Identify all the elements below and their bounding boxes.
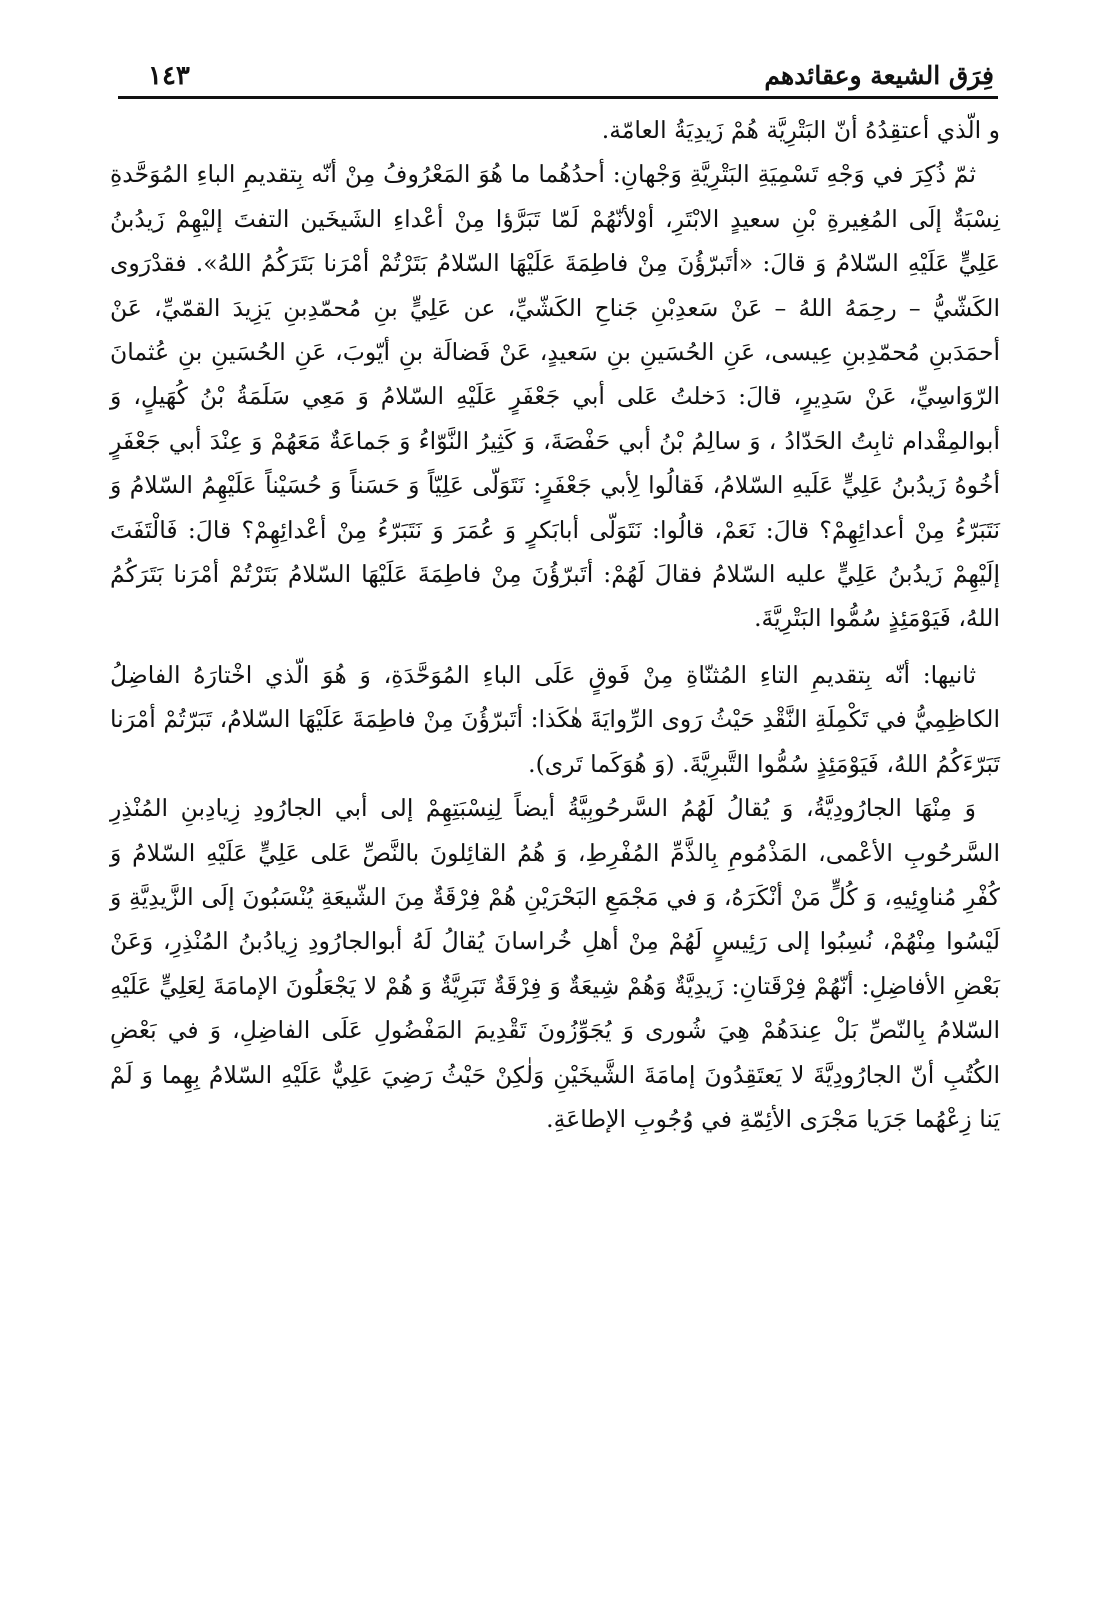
body-text [110,108,1000,1141]
paragraph-1: و الّذي أعتقِدُهُ أنّ البَتْرِيَّة هُمْ زَيدِيَةُ العامّة. [601,116,1000,144]
page-number: ١٤٣ [148,61,190,91]
header-rule [118,96,998,99]
running-header [118,50,994,96]
paragraph-4: وَ مِنْهَا الجارُودِيَّةُ، وَ يُقالُ لَهُمُ السَّرحُوبِيَّةُ أيضاً لِنِسْبَتِهِمْ إلى أبي الجارُودِ زِيادِبنِ المُنْذِرِ السَّرحُوبِ الأعْمى، المَذْمُومِ بِالذَّمِّ المُفْرِطِ، وَ هُمُ القائِلونَ بالنَّصِّ عَلى عَلِيٍّ عَلَيْهِ السّلامُ وَ كُفْرِ مُناوِئِيهِ، وَ كُلٍّ مَنْ أنْكَرَهُ، وَ في مَجْمَعِ البَحْرَيْنِ هُمْ فِرْقَةٌ مِنَ الشّيعَةِ يُنْسَبُونَ إلَى الزَّيدِيَّةِ وَ لَيْسُوا مِنْهُمْ، نُسِبُوا إلى رَئِيسٍ لَهُمْ مِنْ أهلِ خُراسانَ يُقالُ لَهُ أبوالجارُودِ زِيادُبنُ المُنْذِرِ، وَعَنْ بَعْضِ الأفاضِلِ: أنّهُمْ فِرْقَتانِ: زَيدِيَّةٌ وَهُمْ شِيعَةٌ وَ فِرْقَةٌ تَبَرِيَّةٌ وَ هُمْ لا يَجْعَلُونَ الإمامَةَ لِعَلِيٍّ عَلَيْهِ السّلامُ بِالنّصِّ بَلْ عِندَهُمْ هِيَ شُورى وَ يُجَوِّزُونَ تَقْدِيمَ المَفْضُولِ عَلَى الفاضِلِ، وَ في بَعْضِ الكُتُبِ أنّ الجارُودِيَّةَ لا يَعتَقِدُونَ إمامَةَ الشَّيخَيْنِ وَلٰكِنْ حَيْثُ رَضِيَ عَلِيٌّ عَلَيْهِ السّلامُ بِهِما وَ لَمْ يَنا زِعْهُما جَرَيا مَجْرَى الأئِمّةِ في وُجُوبِ الإطاعَةِ. [110,794,1000,1133]
paragraph-2: ثمّ ذُكِرَ في وَجْهِ تَسْمِيَةِ البَتْرِيَّةِ وَجْهانِ: أحدُهُما ما هُوَ المَعْرُوفُ مِنْ أنّه بِتقديمِ الباءِ المُوَحَّدةِ نِسْبَةٌ إلَى المُغِيرةِ بْنِ سعيدٍ الابْتَرِ، أوْلأنّهُمْ لَمّا تَبَرَّؤا مِنْ أعْداءِ الشَيخَين التفتَ إليْهِمْ زَيدُبنُ عَلِيٍّ عَلَيْهِ السّلامُ وَ قالَ: «أتَبرّؤُنَ مِنْ فاطِمَةَ عَلَيْهَا السّلامُ بَتَرْتُمْ أمْرَنا بَتَرَكُمُ اللهُ». فقدْرَوى الكَشّيُّ – رحِمَهُ اللهُ – عَنْ سَعدِبْنِ جَناحِ الكَشّيِّ، عن عَلِيٍّ بنِ مُحمّدِبنِ يَزِيدَ القمّيِّ، عَنْ أحمَدَبنِ مُحمّدِبنِ عِيسى، عَنِ الحُسَينِ بنِ سَعيدٍ، عَنْ فَضالَة بنِ أيّوبَ، عَنِ الحُسَينِ بنِ عُثمانَ الرّوَاسِيِّ، عَنْ سَدِيرٍ، قالَ: دَخلتُ عَلى أبي جَعْفَرٍ عَلَيْهِ السّلامُ وَ مَعِي سَلَمَةُ بْنُ كُهَيلٍ، وَ أبوالمِقْدام ثابِتُ الحَدّادُ ، وَ سالِمُ بْنُ أبي حَفْصَةَ، وَ كَثِيرُ النَّوّاءُ وَ جَماعَةٌ مَعَهُمْ وَ عِنْدَ أبي جَعْفَرٍ أخُوهُ زَيدُبنُ عَلِيٍّ عَلَيهِ السّلامُ، فَقالُوا لِأبي جَعْفَرٍ: نَتَوَلّى عَلِيّاً وَ حَسَناً وَ حُسَيْناً عَلَيْهِمُ السّلامُ وَ نَتَبَرّءُ مِنْ أعدائِهِمْ؟ قالَ: نَعَمْ، قالُوا: نَتَوَلّى أبابَكرٍ وَ عُمَرَ وَ نَتَبَرّءُ مِنْ أعْدائِهِمْ؟ قالَ: فَالْتَفَتَ إلَيْهِمْ زَيدُبنُ عَلِيٍّ عليه السّلامُ فقالَ لَهُمْ: أتَبرّؤُنَ مِنْ فاطِمَةَ عَلَيْهَا السّلامُ بَتَرْتُمْ أمْرَنا بَتَرَكُمُ اللهُ، فَيَوْمَئِذٍ سُمُّوا البَتْرِيَّةَ. [110,160,1000,633]
paragraph-3: ثانيها: أنّه بِتقديمِ التاءِ المُثنّاةِ مِنْ فَوقٍ عَلَى الباءِ المُوَحَّدَةِ، وَ هُوَ الّذي اخْتارَهُ الفاضِلُ الكاظِمِيُّ في تَكْمِلَةِ النَّقْدِ حَيْثُ رَوى الرِّوايَةَ هٰكَذا: أتَبرّؤُنَ مِنْ فاطِمَةَ عَلَيْهَا السّلامُ، تَبَرّتُمْ أمْرَنا تَبَرّءَكُمُ اللهُ، فَيَوْمَئِذٍ سُمُّوا التَّبرِيَّةَ. (وَ هُوَكَما تَرى). [110,660,1000,778]
header-title: فِرَق الشيعة وعقائدهم [764,61,994,90]
